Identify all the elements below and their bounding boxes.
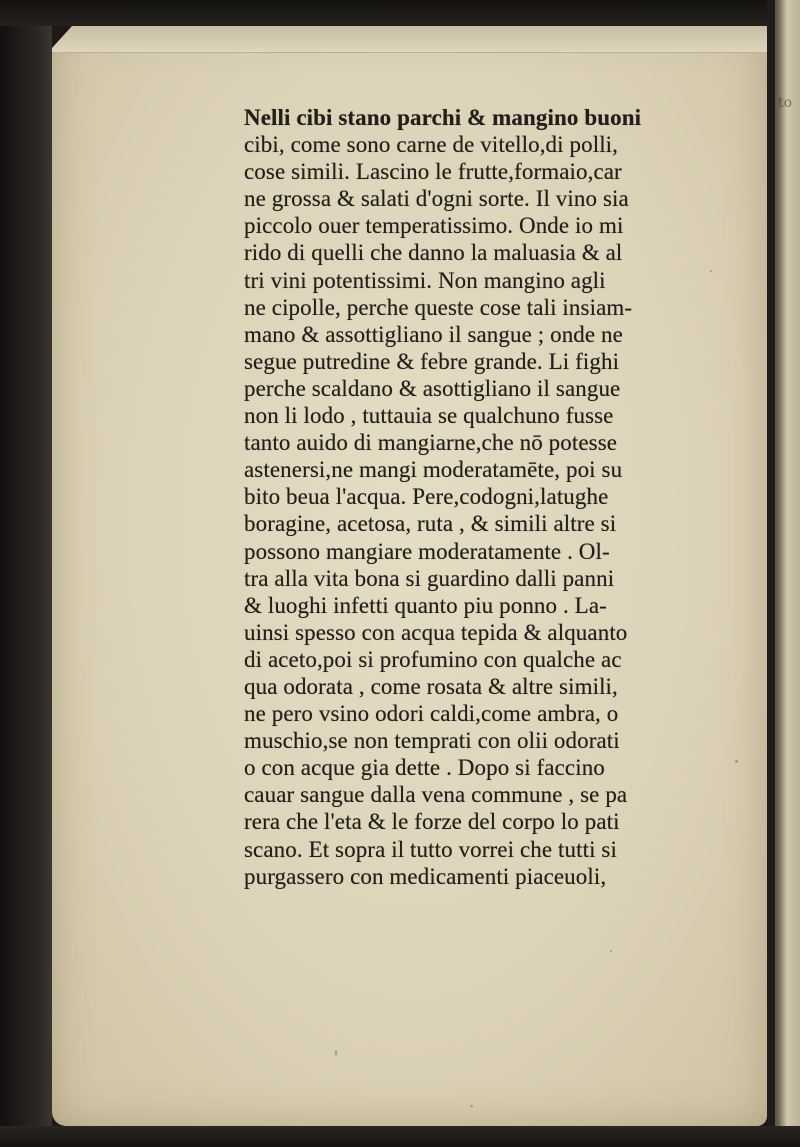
text-line: tanto auido di mangiarne,che nō potesse xyxy=(244,430,618,456)
text-line: segue putredine & febre grande. Li fighi xyxy=(244,348,620,374)
text-line: scano. Et sopra il tutto vorrei che tutti si xyxy=(244,836,617,862)
text-line: cibi, come sono carne de vitello,di polli, xyxy=(244,132,619,158)
page-text-block xyxy=(244,104,719,890)
next-page-bleed-text: to xyxy=(778,95,793,111)
text-line: cauar sangue dalla vena commune , se pa xyxy=(244,782,628,808)
text-line: muschio,se non temprati con olii odorati xyxy=(244,728,620,754)
scan-bottom-border xyxy=(0,1126,800,1147)
text-line: ne cipolle, perche queste cose tali insiam- xyxy=(244,294,633,320)
text-line: piccolo ouer temperatissimo. Onde io mi xyxy=(244,213,624,239)
text-line: bito beua l'acqua. Pere,codogni,latughe xyxy=(244,484,609,510)
text-line: rido di quelli che danno la maluasia & al xyxy=(244,240,623,266)
page-top-fold xyxy=(52,26,767,53)
binding-gutter xyxy=(0,26,52,1147)
text-line: cose simili. Lascino le frutte,formaio,car xyxy=(244,159,622,185)
text-line: mano & assottigliano il sangue ; onde ne xyxy=(244,321,623,347)
text-line: Nelli cibi stano parchi & mangino buoni xyxy=(244,105,642,130)
text-line: rera che l'eta & le forze del corpo lo pati xyxy=(244,809,620,835)
text-line: di aceto,poi si profumino con qualche ac xyxy=(244,646,622,672)
text-line: ne grossa & salati d'ogni sorte. Il vino sia xyxy=(244,186,629,212)
text-line: astenersi,ne mangi moderatamēte, poi su xyxy=(244,457,623,483)
text-line: purgassero con medicamenti piaceuoli, xyxy=(244,863,607,889)
page-edge-shadow xyxy=(767,0,775,1147)
text-line: boragine, acetosa, ruta , & simili altre si xyxy=(244,511,617,537)
text-line: o con acque gia dette . Dopo si faccino xyxy=(244,755,605,781)
text-line: tri vini potentissimi. Non mangino agli xyxy=(244,267,606,293)
text-line: qua odorata , come rosata & altre simili, xyxy=(244,673,618,699)
text-line: possono mangiare moderatamente . Ol- xyxy=(244,538,610,564)
text-line: ne pero vsino odori caldi,come ambra, o xyxy=(244,701,619,727)
text-line: non li lodo , tuttauia se qualchuno fusse xyxy=(244,403,614,429)
scan-top-border xyxy=(0,0,800,26)
text-line: perche scaldano & asottigliano il sangue xyxy=(244,375,621,401)
text-line: & luoghi infetti quanto piu ponno . La- xyxy=(244,592,607,618)
text-line: tra alla vita bona si guardino dalli panni xyxy=(244,565,615,591)
text-line: uinsi spesso con acqua tepida & alquanto xyxy=(244,619,628,645)
